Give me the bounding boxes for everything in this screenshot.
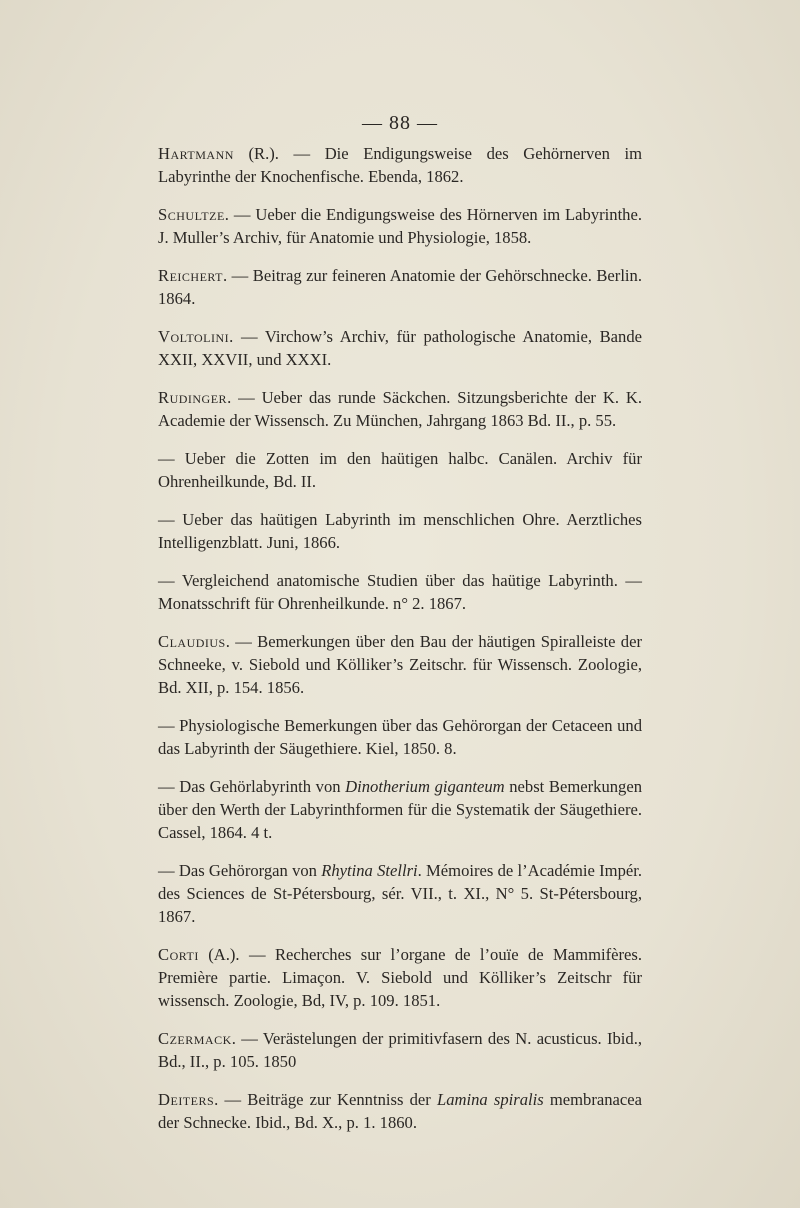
entry-author: Claudius (158, 632, 226, 651)
entry-text: — Ueber das haütigen Labyrinth im menschlichen Ohre. Aerztliches Intelligenzblatt. Juni, 1866. (158, 510, 642, 552)
entry-author: Schultze (158, 205, 225, 224)
entry-text: (R.). — Die Endigungsweise des Gehörnerven im Labyrinthe der Knochenfische. Ebenda, 1862. (158, 144, 642, 186)
entry-text: . — Bemerkungen über den Bau der häutigen Spiralleiste der Schneeke, v. Siebold und Kölliker’s Zeitschr. für Wissensch. Zoologie, Bd. XII, p. 154. 1856. (158, 632, 642, 697)
entry-author: Hartmann (158, 144, 234, 163)
entry-text-before: — Das Gehörlabyrinth von (158, 777, 346, 796)
bibliography-entry (158, 1027, 642, 1073)
entry-italic-title: Lamina spiralis (436, 1090, 544, 1109)
bibliography-entry (158, 203, 642, 249)
bibliography-list (158, 142, 642, 1149)
bibliography-entry (158, 1088, 642, 1134)
entry-text-before: . — Beiträge zur Kenntniss der (214, 1090, 437, 1109)
entry-text: . — Verästelungen der primitivfasern des N. acusticus. Ibid., Bd., II., p. 105. 1850 (158, 1029, 642, 1071)
entry-italic-title: Rhytina Stellri (321, 861, 418, 880)
entry-text: nebst Bemerkungen über den Werth der Labyrinthformen für die Systematik der Säugethiere. Cassel, 1864. 4 t. (158, 777, 642, 842)
entry-author: Czermack (158, 1029, 232, 1048)
entry-text-before: — Das Gehörorgan von (158, 861, 322, 880)
entry-author: Deiters (158, 1090, 215, 1109)
entry-text: — Ueber die Zotten im den haütigen halbc. Canälen. Archiv für Ohrenheilkunde, Bd. II. (158, 449, 642, 491)
entry-text: . Mémoires de l’Académie Impér. des Sciences de St-Pétersbourg, sér. VII., t. XI., N° 5. St-Pétersbourg, 1867. (158, 861, 642, 926)
page-number: — 88 — (362, 112, 438, 134)
entry-text: — Vergleichend anatomische Studien über das haütige Labyrinth. — Monatsschrift für Ohrenheilkunde. n° 2. 1867. (158, 571, 642, 613)
bibliography-entry (158, 142, 642, 188)
bibliography-entry (158, 859, 642, 928)
entry-text: . — Beitrag zur feineren Anatomie der Gehörschnecke. Berlin. 1864. (158, 266, 642, 308)
entry-author: Voltolini (158, 327, 230, 346)
bibliography-entry (158, 508, 642, 554)
entry-text: . — Virchow’s Archiv, für pathologische Anatomie, Bande XXII, XXVII, und XXXI. (158, 327, 642, 369)
bibliography-entry (158, 630, 642, 699)
entry-text: (A.). — Recherches sur l’organe de l’ouïe de Mammifères. Première partie. Limaçon. V. Siebold und Kölliker’s Zeitschr für wissensch. Zoologie, Bd, IV, p. 109. 1851. (158, 945, 642, 1010)
entry-author: Rudinger (158, 388, 228, 407)
bibliography-entry (158, 569, 642, 615)
bibliography-entry (158, 386, 642, 432)
entry-text: . — Ueber das runde Säckchen. Sitzungsberichte der K. K. Academie der Wissensch. Zu München, Jahrgang 1863 Bd. II., p. 55. (158, 388, 642, 430)
bibliography-entry (158, 325, 642, 371)
entry-author: Corti (158, 945, 199, 964)
bibliography-entry (158, 447, 642, 493)
bibliography-entry (158, 264, 642, 310)
entry-text: membranacea der Schnecke. Ibid., Bd. X., p. 1. 1860. (158, 1090, 642, 1132)
bibliography-entry (158, 775, 642, 844)
bibliography-entry (158, 714, 642, 760)
entry-text: . — Ueber die Endigungsweise des Hörnerven im Labyrinthe. J. Muller’s Archiv, für Anatomie und Physiologie, 1858. (158, 205, 642, 247)
bibliography-entry (158, 943, 642, 1012)
entry-author: Reichert (158, 266, 224, 285)
entry-italic-title: Dinotherium giganteum (345, 777, 505, 796)
entry-text: — Physiologische Bemerkungen über das Gehörorgan der Cetaceen und das Labyrinth der Säugethiere. Kiel, 1850. 8. (158, 716, 642, 758)
